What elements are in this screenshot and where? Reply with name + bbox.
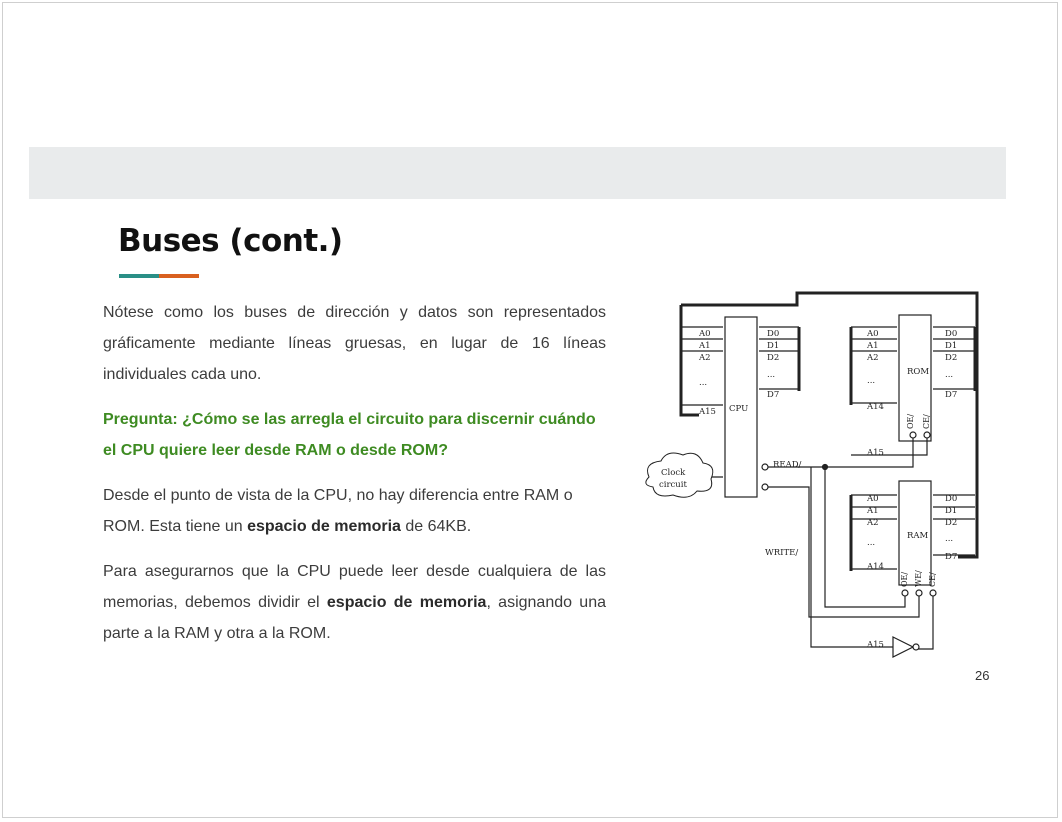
ram-a15-label: A15: [867, 640, 884, 650]
rom-data-label: D1: [945, 341, 958, 351]
ram-addr-label: A1: [867, 506, 879, 516]
ram-addr-label: A2: [867, 518, 879, 528]
title-accent-teal: [119, 274, 159, 278]
rom-data-label: D7: [945, 390, 958, 400]
circuit-diagram: [637, 287, 987, 667]
rom-addr-label: A14: [867, 402, 884, 412]
header-band: [29, 147, 1006, 199]
title-accent-orange: [159, 274, 199, 278]
cpu-data-label: D0: [767, 329, 780, 339]
paragraph-memory-space: [103, 480, 606, 542]
slide-title: Buses (cont.): [118, 223, 343, 259]
ram-label: RAM: [907, 531, 929, 541]
cpu-addr-label: A15: [699, 407, 716, 417]
ram-data-label: ...: [945, 534, 954, 544]
cpu-addr-label: A1: [699, 341, 711, 351]
memory-space-bold: espacio de memoria: [247, 518, 401, 535]
cpu-data-label: D7: [767, 390, 780, 400]
write-label: WRITE/: [765, 548, 799, 558]
paragraph-divide-space: [103, 556, 606, 649]
paragraph-buses: Nótese como los buses de dirección y datos son representados gráficamente mediante líneas gruesas, en lugar de 16 líneas individuales cada uno.: [103, 304, 606, 383]
page-number: 26: [975, 668, 990, 683]
cpu-label: CPU: [729, 404, 749, 414]
rom-ce-label: CE/: [922, 414, 931, 429]
paragraph-divide-text: Para asegurarnos que la CPU puede leer desde cualquiera de las memorias, debemos dividir el: [103, 563, 606, 611]
cpu-addr-label: A2: [699, 353, 711, 363]
cpu-data-label: D2: [767, 353, 780, 363]
ram-ce-label: CE/: [928, 572, 937, 587]
question-paragraph: Pregunta: ¿Cómo se las arregla el circuito para discernir cuándo el CPU quiere leer desde RAM o desde ROM?: [103, 411, 596, 459]
read-label: READ/: [773, 460, 802, 470]
cpu-data-label: ...: [767, 370, 776, 380]
cpu-addr-label: A0: [699, 329, 711, 339]
slide: [2, 2, 1058, 818]
ram-data-label: D0: [945, 494, 958, 504]
ram-data-label: D2: [945, 518, 958, 528]
ram-addr-label: A0: [867, 494, 879, 504]
rom-label: ROM: [907, 367, 930, 377]
ram-addr-label: A14: [867, 562, 884, 572]
cpu-addr-label: ...: [699, 378, 708, 388]
body-text: [103, 297, 606, 663]
paragraph-divide-end: , asignando una parte a la RAM y otra a la ROM.: [103, 594, 606, 642]
paragraph-memory-space-end: de 64KB.: [400, 518, 472, 535]
ram-we-label: WE/: [914, 570, 923, 587]
memory-space-bold-2: espacio de memoria: [326, 594, 487, 611]
clock-label-2: circuit: [659, 480, 687, 490]
ram-data-label: D1: [945, 506, 958, 516]
rom-addr-label: ...: [867, 376, 876, 386]
rom-addr-label: A1: [867, 341, 879, 351]
rom-data-label: D0: [945, 329, 958, 339]
rom-addr-label: A2: [867, 353, 879, 363]
cpu-data-label: D1: [767, 341, 780, 351]
rom-oe-label: OE/: [906, 413, 915, 429]
clock-label-1: Clock: [661, 468, 686, 478]
ram-oe-label: OE/: [900, 571, 909, 587]
ram-data-label: D7: [945, 552, 958, 562]
rom-data-label: ...: [945, 370, 954, 380]
rom-addr-label: A0: [867, 329, 879, 339]
rom-data-label: D2: [945, 353, 958, 363]
paragraph-memory-space-text: Desde el punto de vista de la CPU, no hay diferencia entre RAM o ROM. Esta tiene un: [103, 487, 573, 535]
rom-a15-label: A15: [867, 448, 884, 458]
ram-addr-label: ...: [867, 538, 876, 548]
